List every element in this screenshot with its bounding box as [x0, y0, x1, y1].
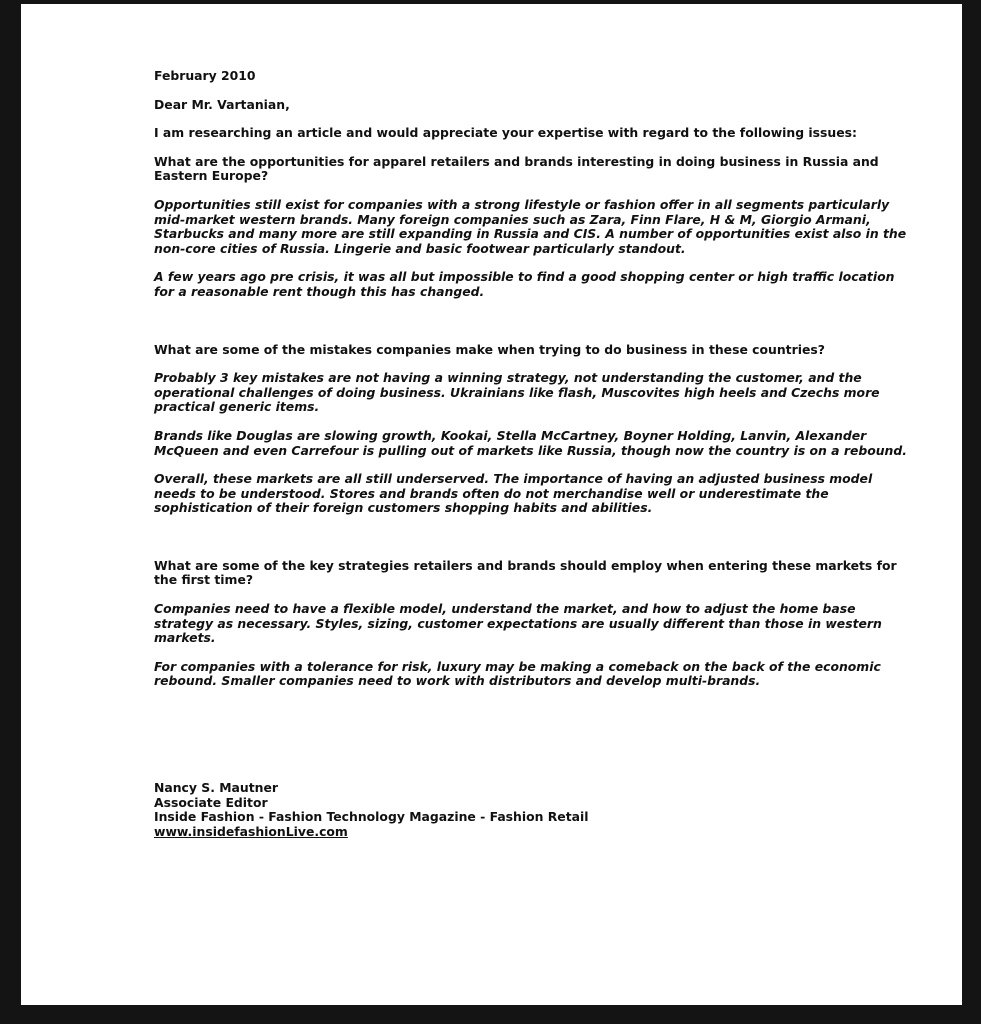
salutation: Dear Mr. Vartanian, [154, 96, 290, 112]
letter-date: February 2010 [154, 68, 256, 83]
document-page [21, 4, 962, 1005]
question-1: What are the opportunities for apparel retailers and brands interesting in doing business in Russia and Eastern Europe? [154, 153, 879, 184]
answer-2-paragraph-2: Brands like Douglas are slowing growth, Kookai, Stella McCartney, Boyner Holding, Lanvin, Alexander McQueen and even Carrefour is pulling out of markets like Russia, though now the country is on a rebound. [154, 427, 907, 458]
answer-3-paragraph-1: Companies need to have a flexible model, understand the market, and how to adjust the home base strategy as necessary. Styles, sizing, customer expectations are usually different than those in western markets. [154, 601, 882, 646]
question-2: What are some of the mistakes companies make when trying to do business in these countries? [154, 341, 825, 357]
letter-body [154, 69, 914, 839]
signature-name: Nancy S. Mautner [154, 780, 279, 796]
answer-2-paragraph-1: Probably 3 key mistakes are not having a winning strategy, not understanding the customer, and the operational challenges of doing business. Ukrainians like flash, Muscovites high heels and Czechs more practical generic items. [154, 370, 880, 415]
website-link[interactable]: www.insidefashionLive.com [154, 823, 348, 839]
signature-title: Associate Editor [154, 794, 268, 810]
answer-3-paragraph-2: For companies with a tolerance for risk, luxury may be making a comeback on the back of the economic rebound. Smaller companies need to work with distributors and develop multi-brands. [154, 658, 881, 689]
answer-2-paragraph-3: Overall, these markets are all still underserved. The importance of having an adjusted business model needs to be understood. Stores and brands often do not merchandise well or underestimate the sophistication of their foreign customers shopping habits and abilities. [154, 471, 873, 516]
intro-paragraph: I am researching an article and would appreciate your expertise with regard to the following issues: [154, 125, 857, 141]
signature-publication: Inside Fashion - Fashion Technology Magazine - Fashion Retail [154, 809, 589, 825]
answer-1-paragraph-1: Opportunities still exist for companies with a strong lifestyle or fashion offer in all segments particularly mid-market western brands. Many foreign companies such as Zara, Finn Flare, H & M, Giorgio Armani, Starbucks and many more are still expanding in Russia and CIS. A number of opportunities exist also in the non-core cities of Russia. Lingerie and basic footwear particularly standout. [154, 196, 907, 256]
answer-1-paragraph-2: A few years ago pre crisis, it was all but impossible to find a good shopping center or high traffic location for a reasonable rent though this has changed. [154, 269, 895, 299]
signature-block [154, 781, 914, 839]
question-3: What are some of the key strategies retailers and brands should employ when entering these markets for the first time? [154, 557, 897, 588]
